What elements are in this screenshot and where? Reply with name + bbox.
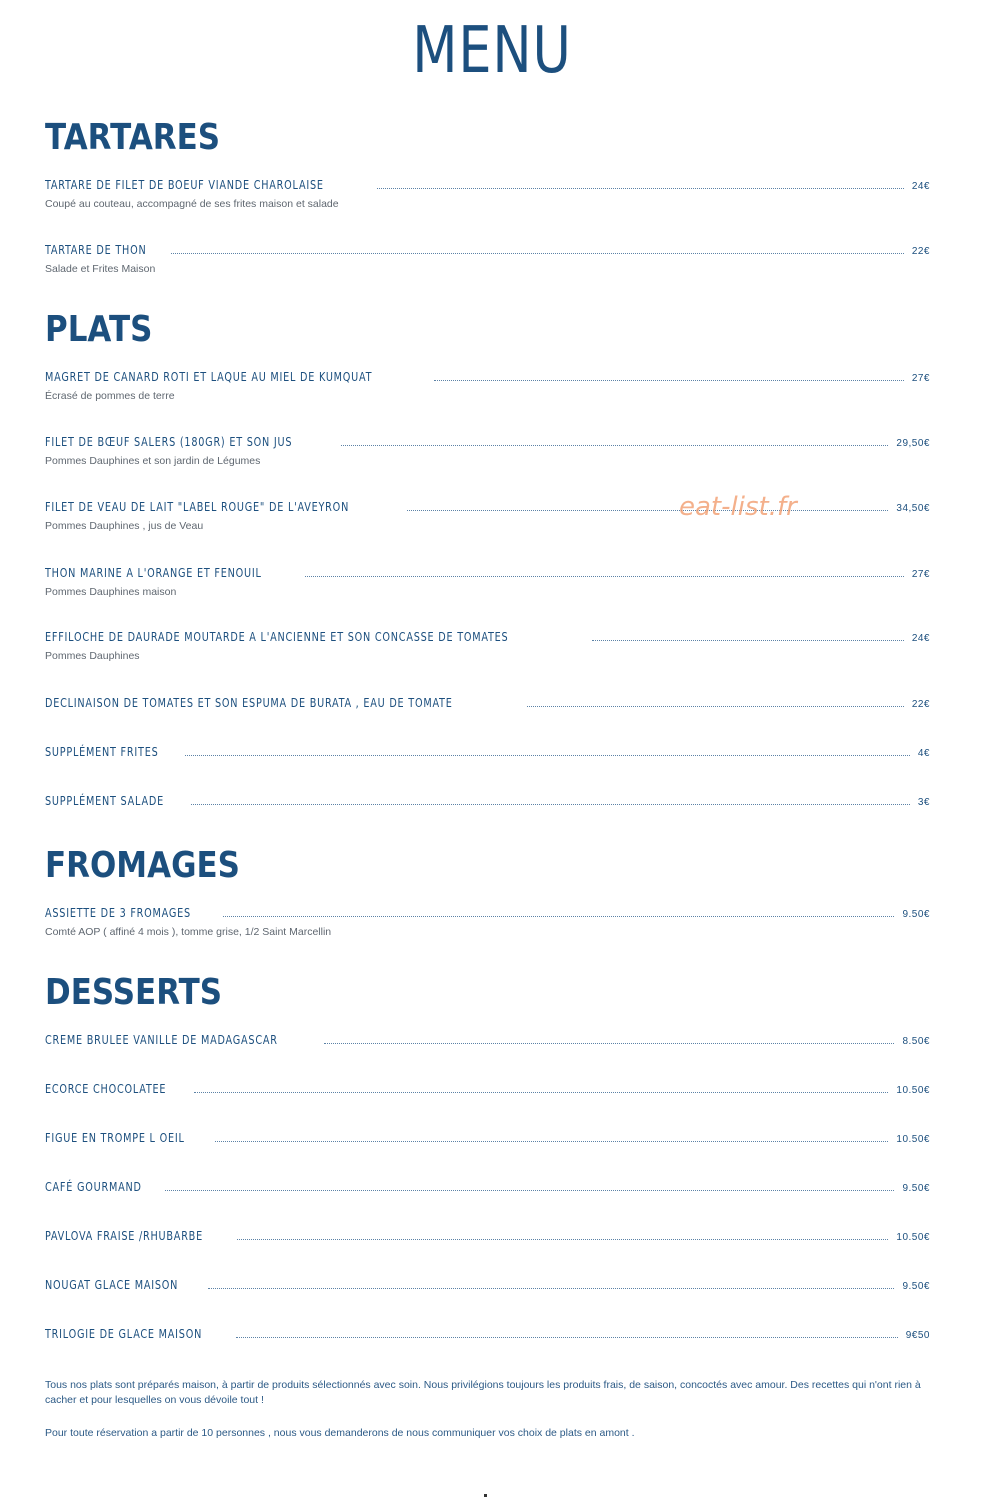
dot-leader <box>215 1140 888 1142</box>
footer-note: Tous nos plats sont préparés maison, à partir de produits sélectionnés avec soin. Nous privilégions toujours les produits frais, de saison, concoctés avec amour. Des recettes qui n'ont rien à cacher et pour lesquelles on vous dévoile tout ! <box>45 1379 921 1406</box>
dot-leader <box>191 803 910 805</box>
menu-item <box>45 694 930 712</box>
item-price: 8.50€ <box>902 1036 930 1047</box>
item-price: 24€ <box>911 181 930 192</box>
menu-title: MENU <box>412 14 572 88</box>
item-name: EFFILOCHE DE DAURADE MOUTARDE A L'ANCIENNE ET SON CONCASSE DE TOMATES <box>45 629 509 644</box>
item-name: DECLINAISON DE TOMATES ET SON ESPUMA DE BURATA , EAU DE TOMATE <box>45 695 453 710</box>
section-tartares <box>45 118 930 158</box>
item-name: TARTARE DE THON <box>45 242 147 257</box>
menu-item <box>45 241 930 275</box>
item-description: Salade et Frites Maison <box>45 263 156 275</box>
dot-leader <box>194 1091 888 1093</box>
item-name: SUPPLÉMENT FRITES <box>45 744 159 759</box>
section-fromages <box>45 846 930 886</box>
dot-leader <box>208 1287 895 1289</box>
item-price: 9.50€ <box>902 1281 930 1292</box>
menu-item <box>45 1178 930 1196</box>
item-price: 24€ <box>911 633 930 644</box>
menu-item <box>45 433 930 467</box>
item-price: 10.50€ <box>896 1085 930 1096</box>
item-price: 22€ <box>911 699 930 710</box>
item-description: Comté AOP ( affiné 4 mois ), tomme grise, 1/2 Saint Marcellin <box>45 926 332 938</box>
menu-item <box>45 1129 930 1147</box>
item-name: THON MARINE A L'ORANGE ET FENOUIL <box>45 565 262 580</box>
item-name: CREME BRULEE VANILLE DE MADAGASCAR <box>45 1032 278 1047</box>
item-price: 9.50€ <box>902 909 930 920</box>
section-plats <box>45 310 930 350</box>
item-name: ECORCE CHOCOLATEE <box>45 1081 167 1096</box>
item-price: 3€ <box>917 797 930 808</box>
item-name: FIGUE EN TROMPE L OEIL <box>45 1130 185 1145</box>
menu-item <box>45 564 930 598</box>
dot-leader <box>407 509 889 511</box>
menu-item <box>45 498 930 532</box>
item-price: 10.50€ <box>896 1134 930 1145</box>
item-price: 9.50€ <box>902 1183 930 1194</box>
watermark-logo: eat-list.fr <box>679 492 797 522</box>
dot-leader <box>223 915 895 917</box>
item-name: TARTARE DE FILET DE BOEUF VIANDE CHAROLAISE <box>45 177 324 192</box>
menu-item <box>45 1031 930 1049</box>
footer-reservation-note: Pour toute réservation a partir de 10 personnes , nous vous demanderons de nous communiquer vos choix de plats en amont . <box>45 1427 635 1439</box>
item-name: NOUGAT GLACE MAISON <box>45 1277 179 1292</box>
item-description: Pommes Dauphines <box>45 650 140 662</box>
dot-leader <box>341 444 889 446</box>
item-price: 4€ <box>917 748 930 759</box>
menu-item <box>45 1276 930 1294</box>
dot-leader <box>185 754 910 756</box>
item-description: Pommes Dauphines , jus de Veau <box>45 520 204 532</box>
item-price: 29,50€ <box>896 438 930 449</box>
section-title-plats: PLATS <box>45 309 153 350</box>
item-name: PAVLOVA FRAISE /RHUBARBE <box>45 1228 203 1243</box>
menu-item <box>45 176 930 210</box>
menu-item <box>45 1325 930 1343</box>
page-marker <box>484 1494 487 1497</box>
item-name: FILET DE BŒUF SALERS (180GR) ET SON JUS <box>45 434 293 449</box>
dot-leader <box>237 1238 889 1240</box>
menu-item <box>45 368 930 402</box>
dot-leader <box>527 705 904 707</box>
item-description: Écrasé de pommes de terre <box>45 390 175 402</box>
item-price: 10.50€ <box>896 1232 930 1243</box>
item-description: Pommes Dauphines maison <box>45 586 177 598</box>
item-price: 9€50 <box>905 1330 930 1341</box>
item-price: 22€ <box>911 246 930 257</box>
section-title-tartares: TARTARES <box>45 117 221 158</box>
dot-leader <box>171 252 904 254</box>
item-name: SUPPLÉMENT SALADE <box>45 793 164 808</box>
dot-leader <box>377 187 904 189</box>
item-name: TRILOGIE DE GLACE MAISON <box>45 1326 203 1341</box>
menu-item <box>45 1227 930 1245</box>
item-name: ASSIETTE DE 3 FROMAGES <box>45 905 191 920</box>
dot-leader <box>305 575 904 577</box>
menu-item <box>45 792 930 810</box>
item-name: CAFÉ GOURMAND <box>45 1179 142 1194</box>
menu-item <box>45 628 930 662</box>
dot-leader <box>434 379 904 381</box>
dot-leader <box>592 639 904 641</box>
dot-leader <box>324 1042 895 1044</box>
item-price: 27€ <box>911 373 930 384</box>
menu-item <box>45 1080 930 1098</box>
section-title-fromages: FROMAGES <box>45 845 240 886</box>
item-description: Pommes Dauphines et son jardin de Légumes <box>45 455 261 467</box>
item-price: 34,50€ <box>896 503 930 514</box>
item-description: Coupé au couteau, accompagné de ses frites maison et salade <box>45 198 339 210</box>
section-desserts <box>45 973 930 1013</box>
dot-leader <box>165 1189 894 1191</box>
item-price: 27€ <box>911 569 930 580</box>
section-title-desserts: DESSERTS <box>45 972 223 1013</box>
item-name: MAGRET DE CANARD ROTI ET LAQUE AU MIEL DE KUMQUAT <box>45 369 373 384</box>
item-name: FILET DE VEAU DE LAIT "LABEL ROUGE" DE L'AVEYRON <box>45 499 350 514</box>
dot-leader <box>236 1336 898 1338</box>
menu-item <box>45 904 930 938</box>
menu-item <box>45 743 930 761</box>
